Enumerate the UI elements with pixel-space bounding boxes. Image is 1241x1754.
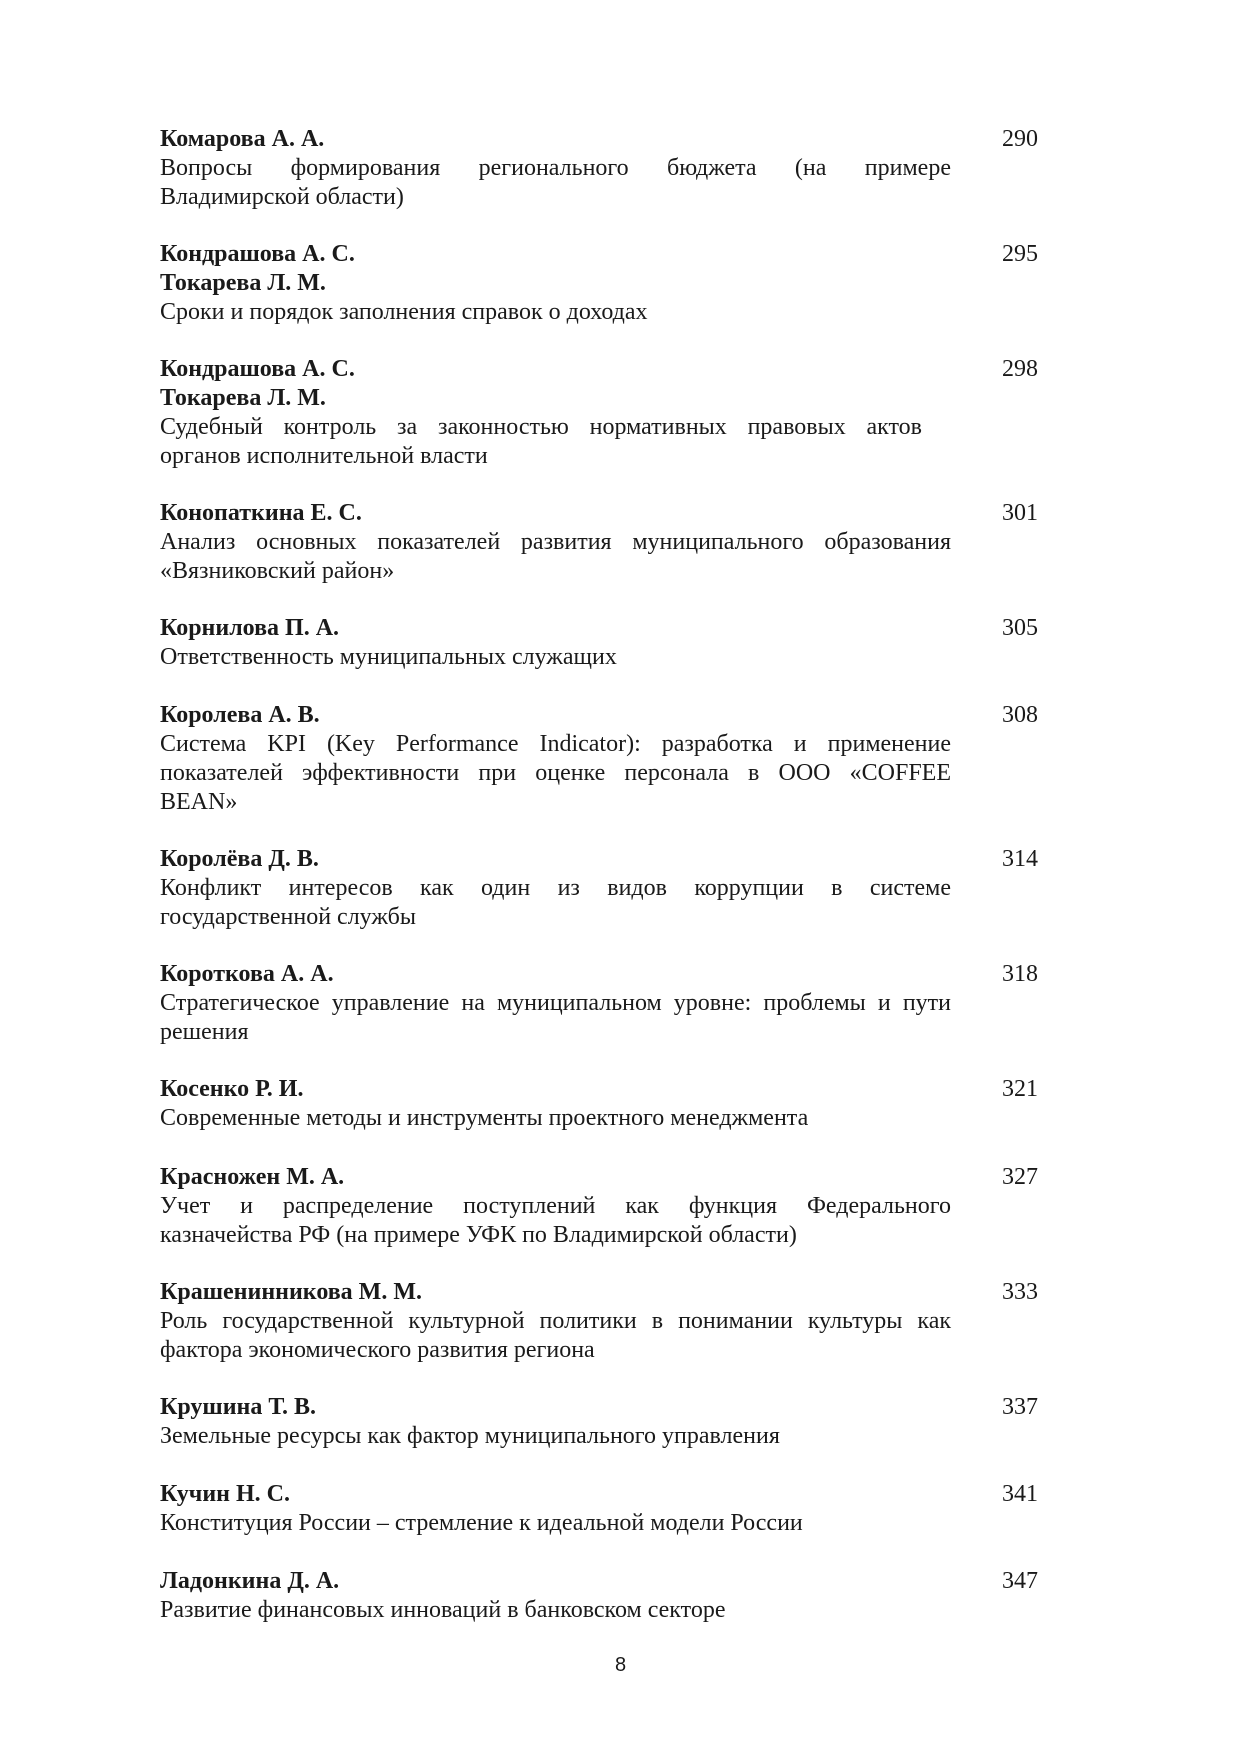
entry-page-number: 290: [1002, 126, 1038, 152]
entry-title-line: Сроки и порядок заполнения справок о доходах: [160, 299, 648, 325]
entry-title-line: Система KPI (Key Performance Indicator): разработка и применение: [160, 731, 951, 757]
entry-title-line: BEAN»: [160, 789, 238, 815]
entry-title-line: Земельные ресурсы как фактор муниципального управления: [160, 1423, 780, 1449]
toc-entry: [160, 614, 951, 672]
entry-title-line: Конфликт интересов как один из видов коррупции в системе: [160, 875, 951, 901]
entry-title-line: решения: [160, 1019, 249, 1045]
entry-page-number: 314: [1002, 846, 1038, 872]
page-footer-number: 8: [614, 1654, 627, 1676]
toc-entry: [160, 701, 951, 817]
entry-page-number: 341: [1002, 1481, 1038, 1507]
entry-page-number: 337: [1002, 1394, 1038, 1420]
entry-author: Ладонкина Д. А.: [160, 1568, 340, 1594]
entry-page-number: 321: [1002, 1076, 1038, 1102]
entry-page-number: 318: [1002, 961, 1038, 987]
entry-page-number: 347: [1002, 1568, 1038, 1594]
toc-entry: [160, 845, 951, 932]
entry-author: Крашенинникова М. М.: [160, 1279, 422, 1305]
entry-author: Токарева Л. М.: [160, 270, 326, 296]
toc-entry: [160, 960, 951, 1047]
entry-title-line: «Вязниковский район»: [160, 558, 395, 584]
entry-title-line: органов исполнительной власти: [160, 443, 488, 469]
entry-title-line: показателей эффективности при оценке персонала в ООО «COFFEE: [160, 760, 951, 786]
entry-page-number: 308: [1002, 702, 1038, 728]
entry-title-line: Роль государственной культурной политики в понимании культуры как: [160, 1308, 951, 1334]
entry-author: Токарева Л. М.: [160, 385, 326, 411]
entry-title-line: государственной службы: [160, 904, 416, 930]
entry-title-line: казначейства РФ (на примере УФК по Владимирской области): [160, 1222, 797, 1248]
toc-entry: [160, 240, 951, 327]
toc-entry: [160, 1480, 951, 1538]
toc-entry: [160, 1393, 951, 1451]
entry-title-line: Стратегическое управление на муниципальном уровне: проблемы и пути: [160, 990, 951, 1016]
entry-author: Крушина Т. В.: [160, 1394, 316, 1420]
entry-author: Королева А. В.: [160, 702, 320, 728]
toc-entry: [160, 1075, 951, 1133]
entry-author: Королёва Д. В.: [160, 846, 319, 872]
entry-author: Короткова А. А.: [160, 961, 334, 987]
entry-title-line: Владимирской области): [160, 184, 404, 210]
entry-author: Конопаткина Е. С.: [160, 500, 362, 526]
toc-entry: [160, 125, 951, 212]
entry-title-line: Учет и распределение поступлений как функция Федерального: [160, 1193, 951, 1219]
toc-entry: [160, 355, 951, 471]
entry-title-line: Ответственность муниципальных служащих: [160, 644, 617, 670]
toc-entry: [160, 1567, 951, 1625]
entry-title-line: Анализ основных показателей развития муниципального образования: [160, 529, 951, 555]
entry-title-line: Конституция России – стремление к идеальной модели России: [160, 1510, 803, 1536]
entry-author: Корнилова П. А.: [160, 615, 340, 641]
entry-title-line: фактора экономического развития региона: [160, 1337, 595, 1363]
entry-title-line: Вопросы формирования регионального бюджета (на примере: [160, 155, 951, 181]
entry-author: Кондрашова А. С.: [160, 241, 355, 267]
entry-page-number: 298: [1002, 356, 1038, 382]
entry-title-line: Современные методы и инструменты проектного менеджмента: [160, 1105, 809, 1131]
toc-entry: [160, 499, 951, 586]
entry-page-number: 295: [1002, 241, 1038, 267]
entry-author: Кучин Н. С.: [160, 1481, 290, 1507]
entry-page-number: 327: [1002, 1164, 1038, 1190]
entry-title-line: Судебный контроль за законностью нормативных правовых актов: [160, 414, 922, 440]
entry-page-number: 305: [1002, 615, 1038, 641]
entry-title-line: Развитие финансовых инноваций в банковском секторе: [160, 1597, 726, 1623]
entry-author: Комарова А. А.: [160, 126, 325, 152]
toc-entry: [160, 1278, 951, 1365]
toc-entry: [160, 1163, 951, 1250]
entry-page-number: 333: [1002, 1279, 1038, 1305]
entry-author: Кондрашова А. С.: [160, 356, 355, 382]
entry-author: Косенко Р. И.: [160, 1076, 304, 1102]
entry-page-number: 301: [1002, 500, 1038, 526]
entry-author: Красножен М. А.: [160, 1164, 345, 1190]
